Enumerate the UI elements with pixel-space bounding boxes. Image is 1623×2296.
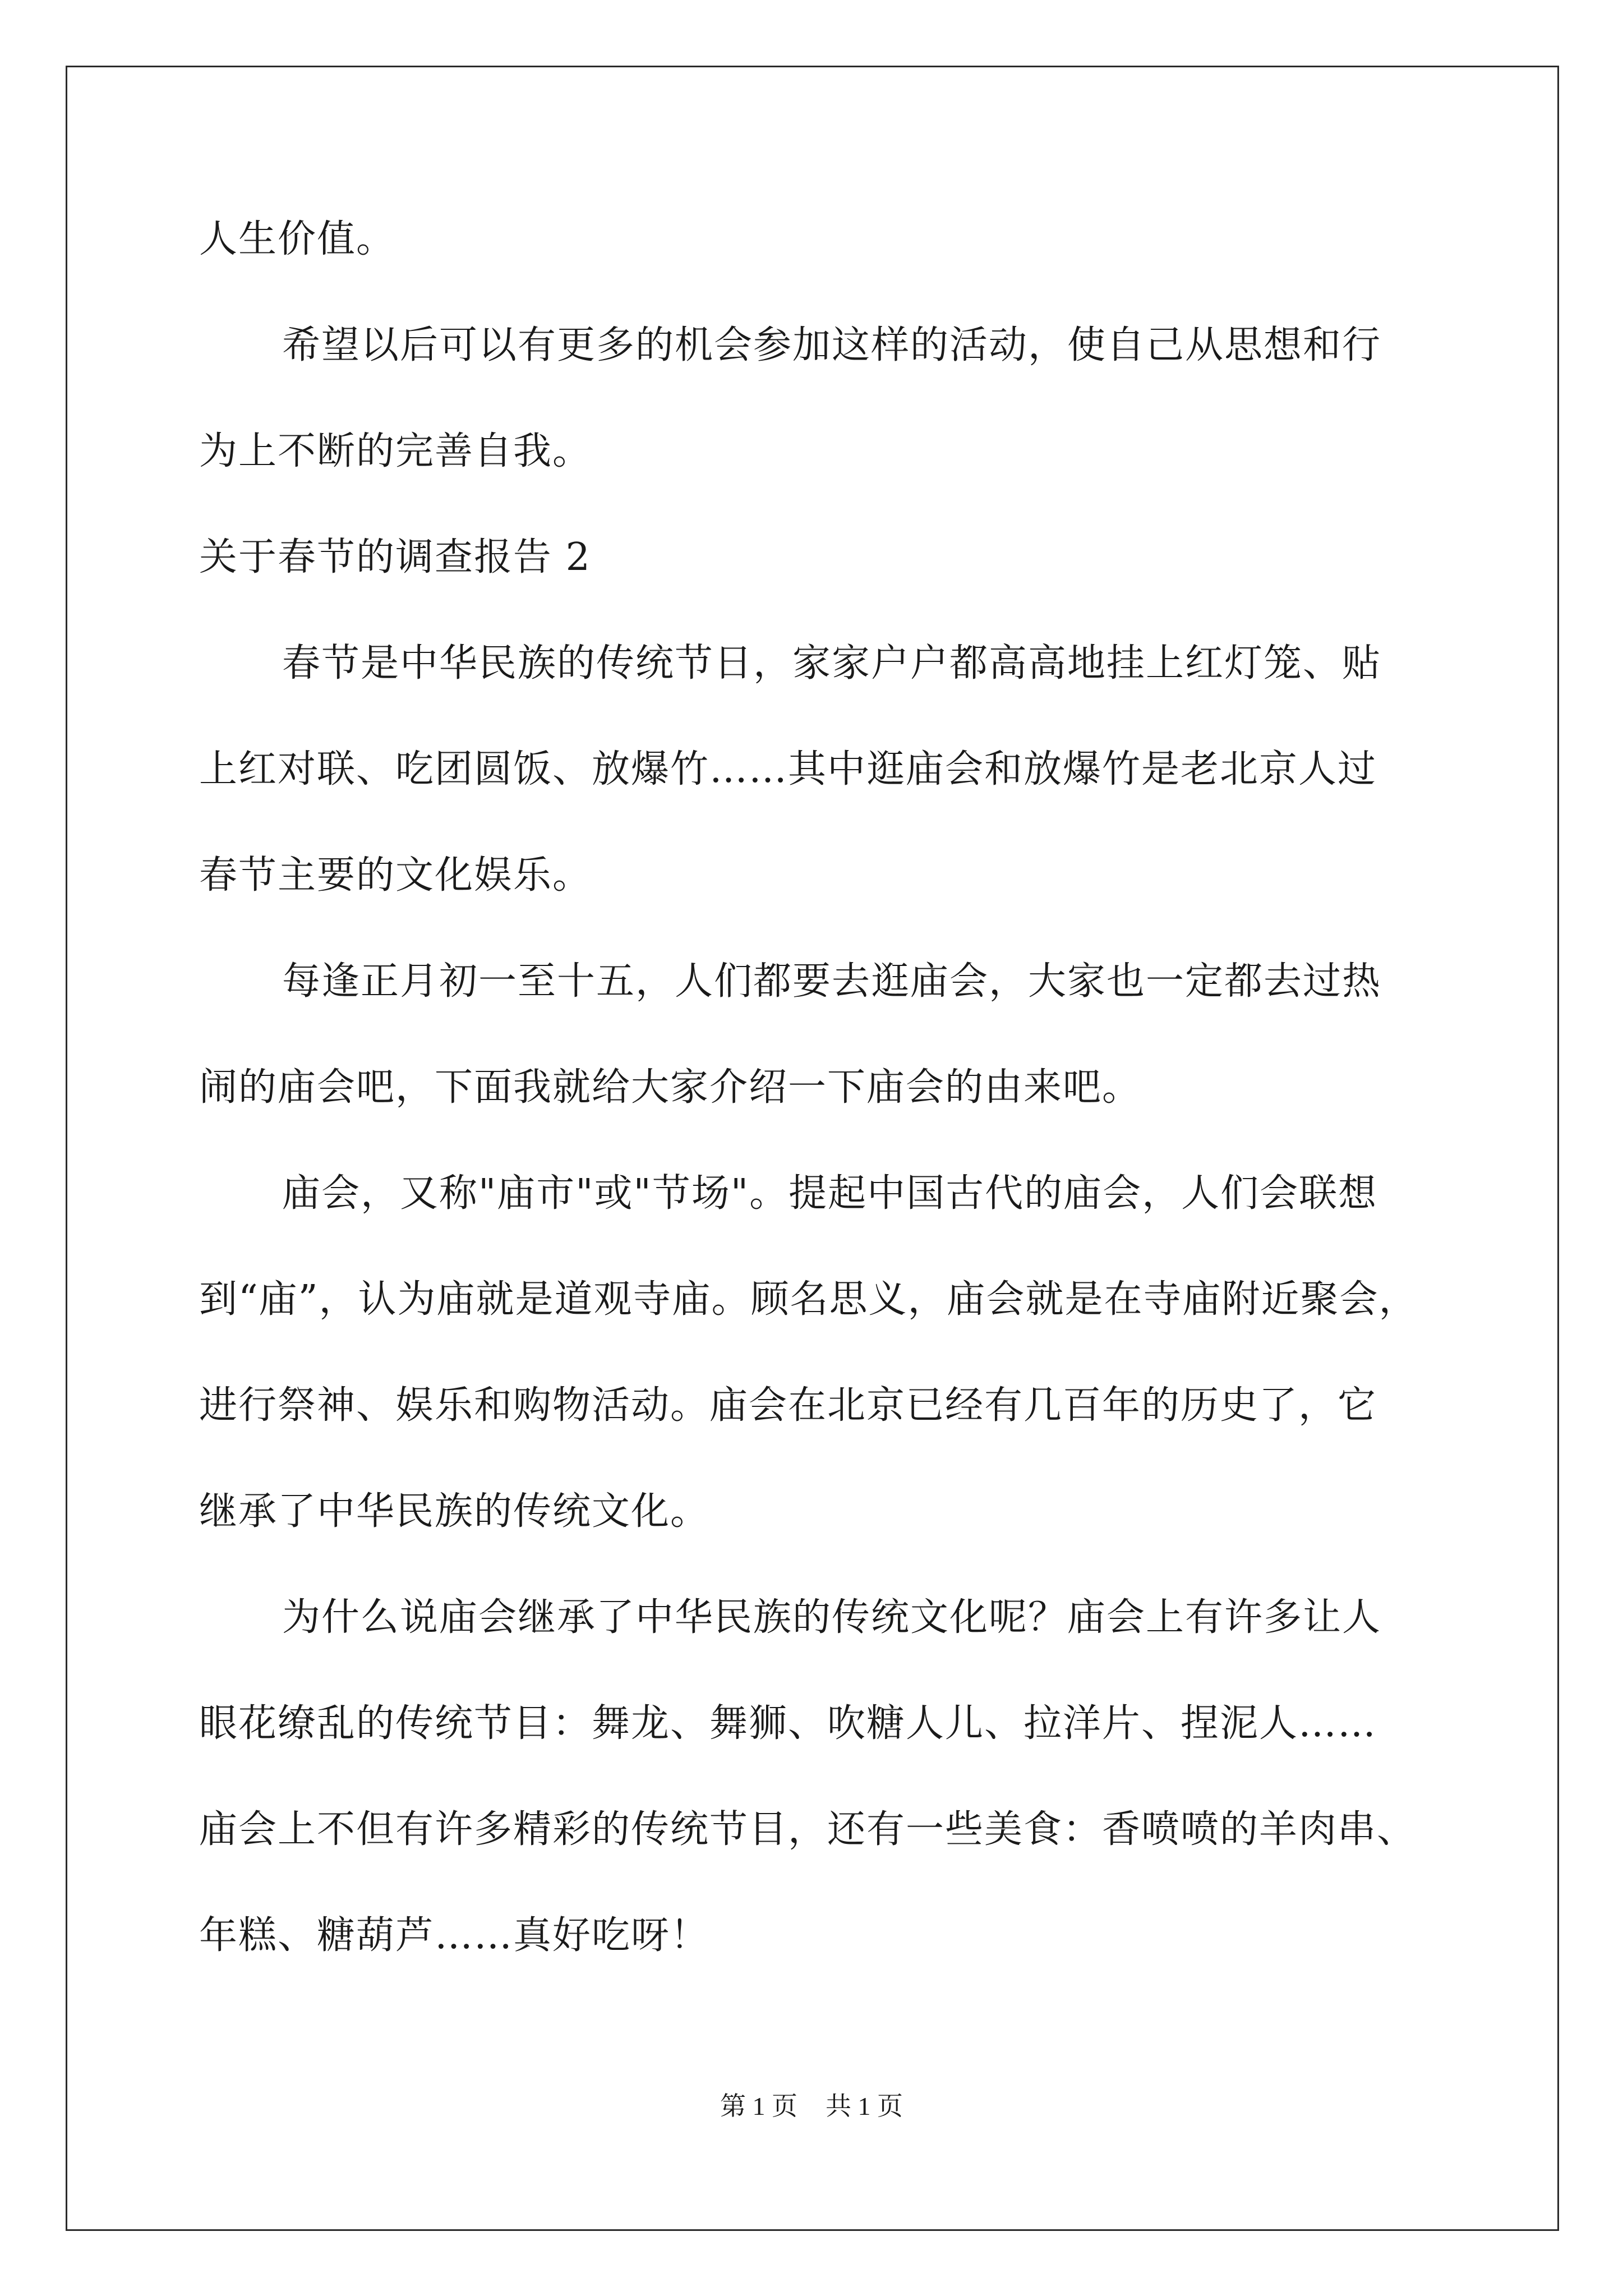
document-body <box>199 213 1438 2016</box>
text-line: 为上不断的完善自我。 <box>199 429 592 473</box>
text-line: 年糕、糖葫芦……真好吃呀！ <box>199 1913 710 1958</box>
text-line: 到“庙”，认为庙就是道观寺庙。顾名思义，庙会就是在寺庙附近聚会， <box>199 1277 1418 1322</box>
page-total: 共 1 页 <box>826 2092 903 2120</box>
text-line: 继承了中华民族的传统文化。 <box>199 1489 710 1534</box>
text-line: 庙会，又称"庙市"或"节场"。提起中国古代的庙会，人们会联想 <box>282 1171 1378 1216</box>
text-line: 春节是中华民族的传统节日，家家户户都高高地挂上红灯笼、贴 <box>282 641 1382 685</box>
page-footer <box>0 2090 1623 2123</box>
text-line: 为什么说庙会继承了中华民族的传统文化呢？庙会上有许多让人 <box>282 1595 1382 1640</box>
text-line: 庙会上不但有许多精彩的传统节目，还有一些美食：香喷喷的羊肉串、 <box>199 1807 1417 1852</box>
section-heading: 关于春节的调查报告 2 <box>199 535 591 579</box>
text-line: 上红对联、吃团圆饭、放爆竹……其中逛庙会和放爆竹是老北京人过 <box>199 747 1377 792</box>
text-line: 眼花缭乱的传统节目：舞龙、舞狮、吹糖人儿、拉洋片、捏泥人…… <box>199 1701 1377 1746</box>
page-number: 第 1 页 <box>720 2092 797 2120</box>
text-line: 每逢正月初一至十五，人们都要去逛庙会，大家也一定都去过热 <box>282 959 1382 1004</box>
text-line: 希望以后可以有更多的机会参加这样的活动，使自己从思想和行 <box>282 323 1382 367</box>
text-line: 春节主要的文化娱乐。 <box>199 853 592 898</box>
text-line: 闹的庙会吧，下面我就给大家介绍一下庙会的由来吧。 <box>199 1065 1142 1110</box>
text-line: 进行祭神、娱乐和购物活动。庙会在北京已经有几百年的历史了，它 <box>199 1383 1377 1428</box>
text-line: 人生价值。 <box>199 217 396 261</box>
